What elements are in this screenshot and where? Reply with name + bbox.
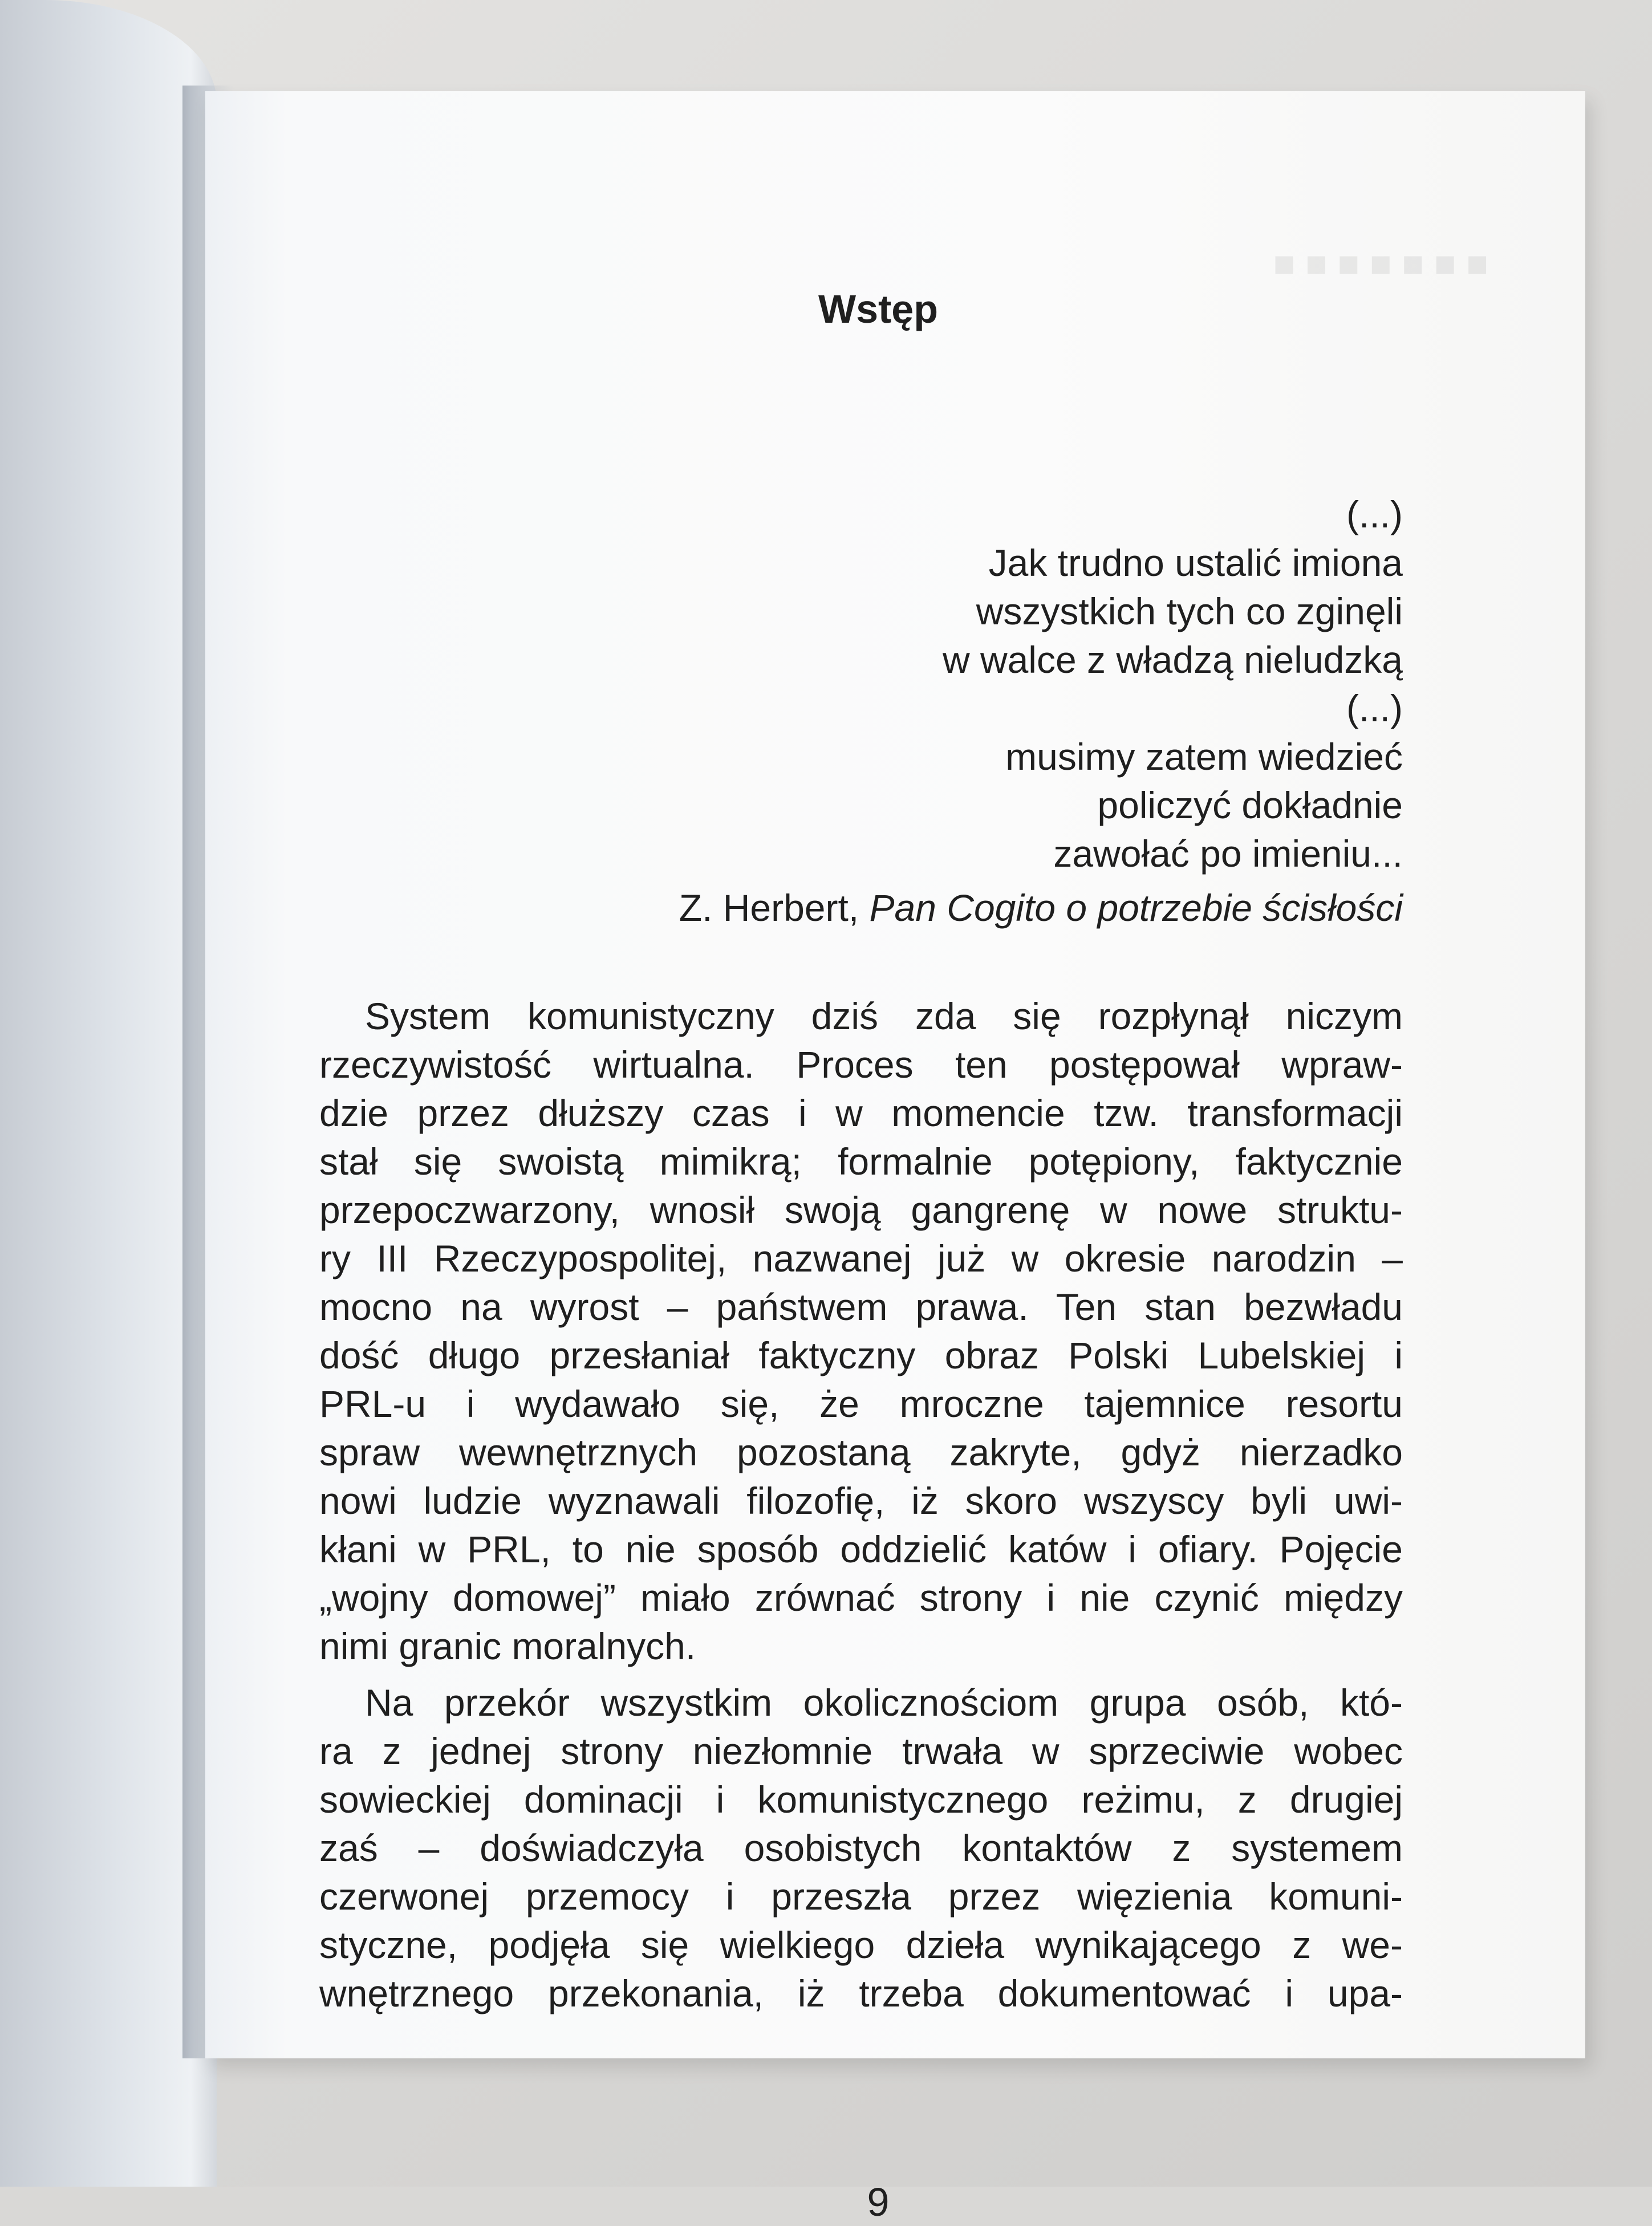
body-text [319,992,1403,2018]
text-line: nimi granic moralnych. [319,1625,696,1667]
epigraph-poem [943,490,1403,878]
epigraph-line: w walce z władzą nieludzką [942,639,1403,681]
text-line: styczne, podjęła się wielkiego dzieła wynikającego z we- [319,1924,1403,1966]
text-line: PRL-u i wydawało się, że mroczne tajemnice resortu [319,1383,1403,1425]
epigraph-author: Z. Herbert, [679,887,870,929]
epigraph-line: policzyć dokładnie [1097,784,1403,826]
text-line: stał się swoistą mimikrą; formalnie potępiony, faktycznie [319,1140,1403,1183]
text-line: czerwonej przemocy i przeszła przez więzienia komuni- [319,1875,1403,1918]
epigraph-line: wszystkich tych co zginęli [976,590,1403,632]
show-through-text: ■ ■ ■ ■ ■ ■ ■ [1273,243,1488,284]
paragraph-1 [319,992,1403,1671]
epigraph-line: (...) [1346,493,1403,535]
epigraph-line: zawołać po imieniu... [1053,832,1403,875]
text-line: zaś – doświadczyła osobistych kontaktów z systemem [319,1827,1403,1869]
text-line: ry III Rzeczypospolitej, nazwanej już w okresie narodzin – [319,1237,1403,1279]
text-line: przepoczwarzony, wnosił swoją gangrenę w nowe struktu- [319,1189,1403,1231]
text-line: spraw wewnętrznych pozostaną zakryte, gdyż nierzadko [319,1431,1403,1473]
left-page-bleed [23,1870,194,1903]
text-line: rzeczywistość wirtualna. Proces ten postępował wpraw- [319,1043,1403,1086]
text-line: Na przekór wszystkim okolicznościom grupa osób, któ- [365,1681,1403,1724]
epigraph-line: (...) [1346,687,1403,729]
page-number: 9 [867,2180,890,2224]
right-page [205,91,1585,2224]
text-line: System komunistyczny dziś zda się rozpłynął niczym [365,995,1403,1037]
text-line: wnętrznego przekonania, iż trzeba dokumentować i upa- [319,1972,1403,2014]
epigraph-work-title: Pan Cogito o potrzebie ścisłości [869,887,1403,929]
epigraph-line: Jak trudno ustalić imiona [988,542,1403,584]
text-line: kłani w PRL, to nie sposób oddzielić katów i ofiary. Pojęcie [319,1528,1403,1570]
text-line: ra z jednej strony niezłomnie trwała w sprzeciwie wobec [319,1730,1403,1772]
text-line: „wojny domowej” miało zrównać strony i nie czynić między [319,1577,1403,1619]
chapter-title: Wstęp [818,287,938,331]
text-line: dzie przez dłuższy czas i w momencie tzw. transformacji [319,1092,1403,1134]
text-line: nowi ludzie wyznawali filozofię, iż skoro wszyscy byli uwi- [319,1480,1403,1522]
paragraph-2 [319,1679,1403,2018]
epigraph-line: musimy zatem wiedzieć [1005,736,1403,778]
text-line: dość długo przesłaniał faktyczny obraz Polski Lubelskiej i [319,1334,1403,1376]
text-line: mocno na wyrost – państwem prawa. Ten stan bezwładu [319,1286,1403,1328]
epigraph-attribution [679,884,1403,932]
text-line: sowieckiej dominacji i komunistycznego reżimu, z drugiej [319,1778,1403,1821]
